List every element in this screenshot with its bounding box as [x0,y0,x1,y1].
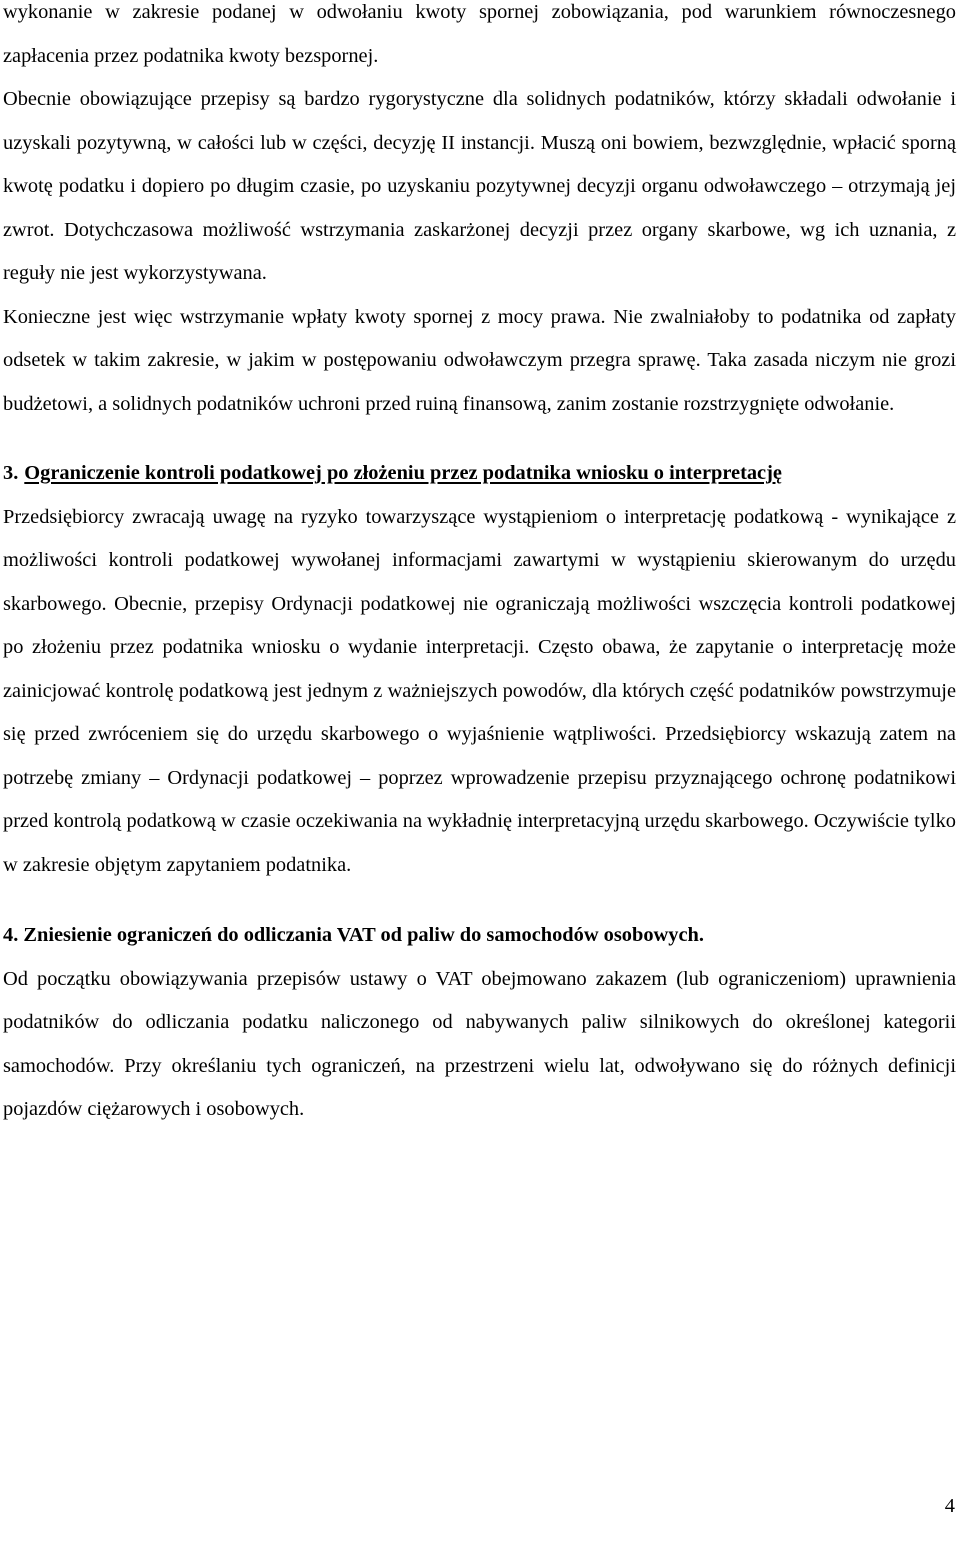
document-body [3,0,956,1132]
section-3-heading [3,452,956,496]
paragraph-1: wykonanie w zakresie podanej w odwołaniu kwoty spornej zobowiązania, pod warunkiem równoczesnego zapłacenia przez podatnika kwoty bezspornej. [3,1,956,67]
section-spacer [3,887,956,914]
paragraph-3: Konieczne jest więc wstrzymanie wpłaty kwoty spornej z mocy prawa. Nie zwalniałoby to podatnika od zapłaty odsetek w takim zakresie, w jakim w postępowaniu odwoławczym przegra sprawę. Taka zasada niczym nie grozi budżetowi, a solidnych podatników uchroni przed ruiną finansową, zanim zostanie rozstrzygnięte odwołanie. [3,305,956,415]
section-3-number: 3. [3,462,19,484]
section-spacer [3,426,956,452]
section-3-title: Ograniczenie kontroli podatkowej po złożeniu przez podatnika wniosku o interpretację [24,462,782,484]
page-number: 4 [944,1495,955,1517]
paragraph-2: Obecnie obowiązujące przepisy są bardzo rygorystyczne dla solidnych podatników, którzy składali odwołanie i uzyskali pozytywną, w całości lub w części, decyzję II instancji. Muszą oni bowiem, bezwzględnie, wpłacić sporną kwotę podatku i dopiero po długim czasie, po uzyskaniu pozytywnej decyzji organu odwoławczego – otrzymają jej zwrot. Dotychczasowa możliwość wstrzymania zaskarżonej decyzji przez organy skarbowe, wg ich uznania, z reguły nie jest wykorzystywana. [3,88,956,284]
section-4-body: Od początku obowiązywania przepisów ustawy o VAT obejmowano zakazem (lub ograniczeniom) uprawnienia podatników do odliczania podatku naliczonego od nabywanych paliw silnikowych do określonej kategorii samochodów. Przy określaniu tych ograniczeń, na przestrzeni wielu lat, odwoływano się do różnych definicji pojazdów ciężarowych i osobowych. [3,967,956,1120]
section-3-body: Przedsiębiorcy zwracają uwagę na ryzyko towarzyszące wystąpieniom o interpretację podatkową - wynikające z możliwości kontroli podatkowej wywołanej informacjami zawartymi w wystąpieniu skierowanym do urzędu skarbowego. Obecnie, przepisy Ordynacji podatkowej nie ograniczają możliwości wszczęcia kontroli podatkowej po złożeniu przez podatnika wniosku o wydanie interpretacji. Często obawa, że zapytanie o interpretację może zainicjować kontrolę podatkową jest jednym z ważniejszych powodów, dla których część podatników powstrzymuje się przed zwróceniem się do urzędu skarbowego o wyjaśnienie wątpliwości. Przedsiębiorcy wskazują zatem na potrzebę zmiany – Ordynacji podatkowej – poprzez wprowadzenie przepisu przyznającego ochronę podatnikowi przed kontrolą podatkową w czasie oczekiwania na wykładnię interpretacyjną urzędu skarbowego. Oczywiście tylko w zakresie objętym zapytaniem podatnika. [3,505,956,876]
section-4-heading: 4. Zniesienie ograniczeń do odliczania VAT od paliw do samochodów osobowych. [3,924,704,946]
